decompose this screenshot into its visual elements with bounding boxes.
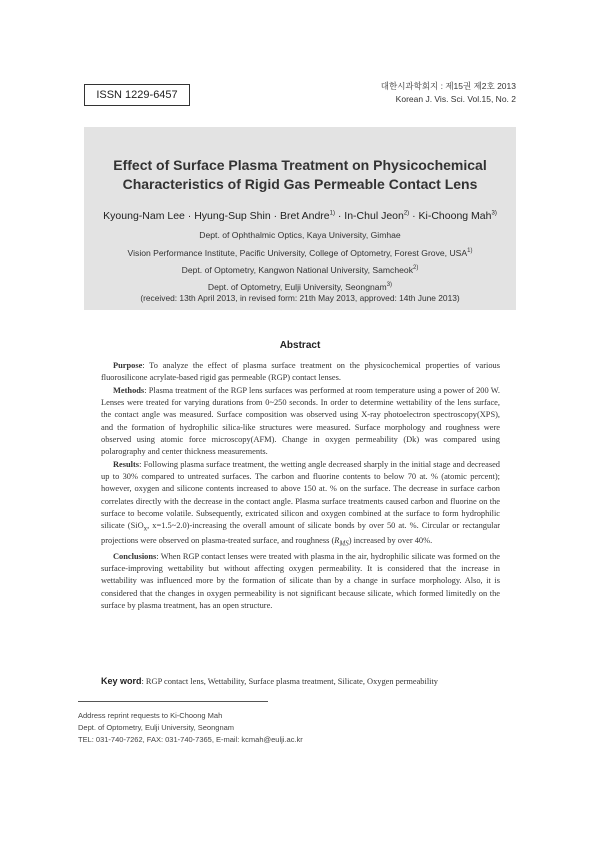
affiliation-0 — [84, 228, 516, 244]
affiliation-3-text: Dept. of Optometry, Eulji University, Seongnam — [207, 282, 387, 293]
abstract-conclusions — [101, 551, 500, 613]
author-names-2: · In-Chul Jeon — [334, 210, 404, 222]
journal-citation-english: Korean J. Vis. Sci. Vol.15, No. 2 — [395, 94, 516, 104]
affiliation-1-superscript: 1) — [467, 247, 473, 254]
issn-box: ISSN 1229-6457 — [84, 84, 190, 106]
author-list — [84, 210, 516, 222]
abstract-body — [101, 360, 500, 612]
results-rms-subscript — [339, 540, 348, 548]
affiliation-0-text: Dept. of Ophthalmic Optics, Kaya University, Gimhae — [199, 230, 401, 240]
keywords-text: : RGP contact lens, Wettability, Surface plasma treatment, Silicate, Oxygen permeability — [141, 677, 438, 686]
paper-title — [84, 156, 516, 194]
methods-text: : Plasma treatment of the RGP lens surfaces was performed at room temperature using a power of 200 W. Lenses were treated for varying durations from 0~250 seconds. In order to determine wettability of the lens surface, the contact angle was measured. Surface composition was observed using X-ray photoelectron spectroscopy(XPS), and the formation of hydrophilic silica-like structures were measured. Surface morphology and roughness were observed using atomic force microscopy(AFM). Change in oxygen permeability (Dk) was compared using polarography and center thickness measurements. — [101, 385, 500, 457]
footnote-line-3: TEL: 031-740-7262, FAX: 031-740-7365, E-mail: kcmah@eulji.ac.kr — [78, 735, 303, 745]
results-rms-symbol: R — [334, 536, 340, 546]
results-rms-subscript-text: MS — [339, 540, 349, 549]
author-superscript-1: 1) — [329, 210, 335, 217]
paper-title-line-1: Effect of Surface Plasma Treatment on Physicochemical — [113, 157, 487, 173]
abstract-purpose — [101, 360, 500, 385]
abstract-methods — [101, 385, 500, 459]
author-names-1: Kyoung-Nam Lee · Hyung-Sup Shin · Bret Andre — [103, 210, 330, 222]
results-text-b: , x=1.5~2.0)-increasing the overall amount of silicate bonds by over 50 at. %. Circular or rectangular projections were observed on plasma-treated surface, and roughness ( — [101, 521, 500, 546]
results-subscript: x — [143, 525, 148, 534]
purpose-text: : To analyze the effect of plasma surface treatment on the physicochemical properties of various fluorosilicone acrylate-based rigid gas permeable (RGP) contact lenses. — [101, 361, 500, 383]
footnote-line-1: Address reprint requests to Ki-Choong Mah — [78, 711, 223, 720]
results-text-a: : Following plasma surface treatment, the wetting angle decreased sharply in the initial stage and decreased up to 30% compared to untreated surfaces. The carbon and fluorine contents to below 70 at. % (atomic percent); however, oxygen and silicone contents increased to above 150 at. % on the surface. The decrease in surface carbon correlates directly with the decrease in the contact angle. Plasma surface treatments caused carbon and fluorine on the surface to become volatile. Subsequently, extricated silicon and oxygen combined at the surface to form hydrophilic silicate (SiO — [101, 459, 500, 531]
footnote-divider — [78, 701, 268, 702]
author-names-3: · Ki-Choong Mah — [409, 210, 492, 222]
results-label: Results — [113, 459, 140, 469]
purpose-label: Purpose — [113, 361, 143, 370]
author-superscript-2: 2) — [403, 210, 410, 217]
journal-citation-korean: 대한시과학회지 : 제15권 제2호 2013 — [380, 81, 516, 91]
affiliation-1-text: Vision Performance Institute, Pacific University, College of Optometry, Forest Grove, USA — [127, 247, 468, 258]
affiliation-1 — [84, 244, 516, 261]
author-superscript-3: 3) — [491, 210, 497, 217]
affiliation-2-superscript: 2) — [413, 264, 419, 271]
journal-citation — [381, 80, 516, 106]
methods-label: Methods — [113, 385, 145, 395]
footnote-line-2: Dept. of Optometry, Eulji University, Seongnam — [78, 723, 235, 733]
paper-title-line-2: Characteristics of Rigid Gas Permeable Contact Lens — [122, 176, 478, 192]
results-text-c: ) increased by over 40%. — [348, 536, 433, 546]
keywords-label: Key word — [101, 676, 142, 686]
abstract-heading: Abstract — [279, 340, 321, 351]
conclusions-label: Conclusions — [113, 551, 157, 561]
affiliation-3-superscript: 3) — [386, 282, 393, 289]
received-dates: (received: 13th April 2013, in revised form: 21th May 2013, approved: 14th June 2013) — [140, 293, 460, 303]
affiliation-list — [84, 228, 516, 296]
conclusions-text: : When RGP contact lenses were treated with plasma in the air, hydrophilic silicate was formed on the surface-improving wettability but without affecting oxygen permeability. It is considered that the increase in wettability was influenced more by the formation of silicate than by a change in surface morphology. Also, it is considered that the changes in oxygen permeability is not significant because silicate, which formed limitedly on the surface by plasma treatment, has an open structure. — [101, 551, 500, 610]
affiliation-2-text: Dept. of Optometry, Kangwon National University, Samcheok — [181, 264, 413, 275]
correspondence-footnote — [78, 710, 303, 747]
abstract-results — [101, 459, 500, 551]
affiliation-2 — [84, 261, 516, 278]
keywords-line — [101, 676, 521, 686]
